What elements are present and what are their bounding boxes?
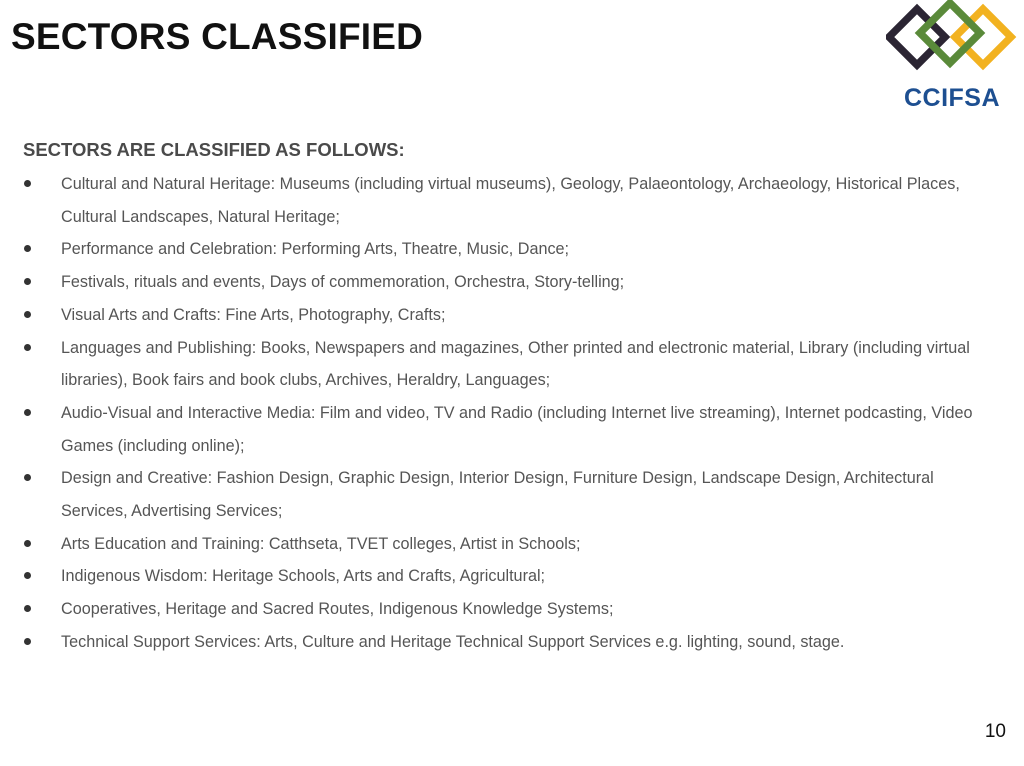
sector-list-item [23, 626, 1003, 659]
section-subheading: SECTORS ARE CLASSIFIED AS FOLLOWS: [23, 139, 405, 160]
sector-text: Indigenous Wisdom: Heritage Schools, Arts and Crafts, Agricultural; [61, 567, 546, 586]
sector-list-item [23, 168, 1003, 233]
sector-text: Design and Creative: Fashion Design, Graphic Design, Interior Design, Furniture Design, Landscape Design, Architectural Services, Advertising Services; [61, 469, 934, 521]
sector-text: Audio-Visual and Interactive Media: Film and video, TV and Radio (including Internet live streaming), Internet podcasting, Video Games (including online); [61, 403, 973, 455]
page-number: 10 [984, 721, 1006, 742]
sector-list-item [23, 233, 1003, 266]
bullet-icon [24, 311, 31, 318]
bullet-icon [24, 572, 31, 579]
bullet-icon [24, 474, 31, 481]
sector-list [23, 168, 1003, 659]
bullet-icon [24, 605, 31, 612]
logo-text: CCIFSA [903, 84, 1001, 112]
sector-text: Visual Arts and Crafts: Fine Arts, Photography, Crafts; [61, 305, 446, 324]
sector-text: Cooperatives, Heritage and Sacred Routes, Indigenous Knowledge Systems; [61, 600, 614, 619]
sector-text: Festivals, rituals and events, Days of commemoration, Orchestra, Story-telling; [61, 273, 625, 292]
ccifsa-logo [886, 0, 1018, 112]
slide-title: SECTORS CLASSIFIED [11, 16, 424, 57]
sector-list-item [23, 560, 1003, 593]
sector-list-item [23, 332, 1003, 397]
slide-content [23, 138, 1003, 659]
ccifsa-logo-mark [886, 0, 1018, 84]
bullet-icon [24, 180, 31, 187]
bullet-icon [24, 540, 31, 547]
bullet-icon [24, 638, 31, 645]
bullet-icon [24, 344, 31, 351]
sector-list-item [23, 397, 1003, 462]
bullet-icon [24, 409, 31, 416]
sector-list-item [23, 462, 1003, 527]
sector-text: Languages and Publishing: Books, Newspapers and magazines, Other printed and electronic material, Library (including virtual libraries), Book fairs and book clubs, Archives, Heraldry, Languages; [61, 338, 970, 390]
bullet-icon [24, 245, 31, 252]
sector-text: Performance and Celebration: Performing Arts, Theatre, Music, Dance; [61, 240, 570, 259]
sector-list-item [23, 593, 1003, 626]
sector-list-item [23, 299, 1003, 332]
sector-list-item [23, 528, 1003, 561]
sector-text: Cultural and Natural Heritage: Museums (including virtual museums), Geology, Palaeontology, Archaeology, Historical Places, Cultural Landscapes, Natural Heritage; [61, 175, 960, 226]
sector-text: Arts Education and Training: Catthseta, TVET colleges, Artist in Schools; [61, 534, 581, 553]
sector-text: Technical Support Services: Arts, Culture and Heritage Technical Support Services e.g. lighting, sound, stage. [61, 632, 845, 651]
sector-list-item [23, 266, 1003, 299]
bullet-icon [24, 278, 31, 285]
